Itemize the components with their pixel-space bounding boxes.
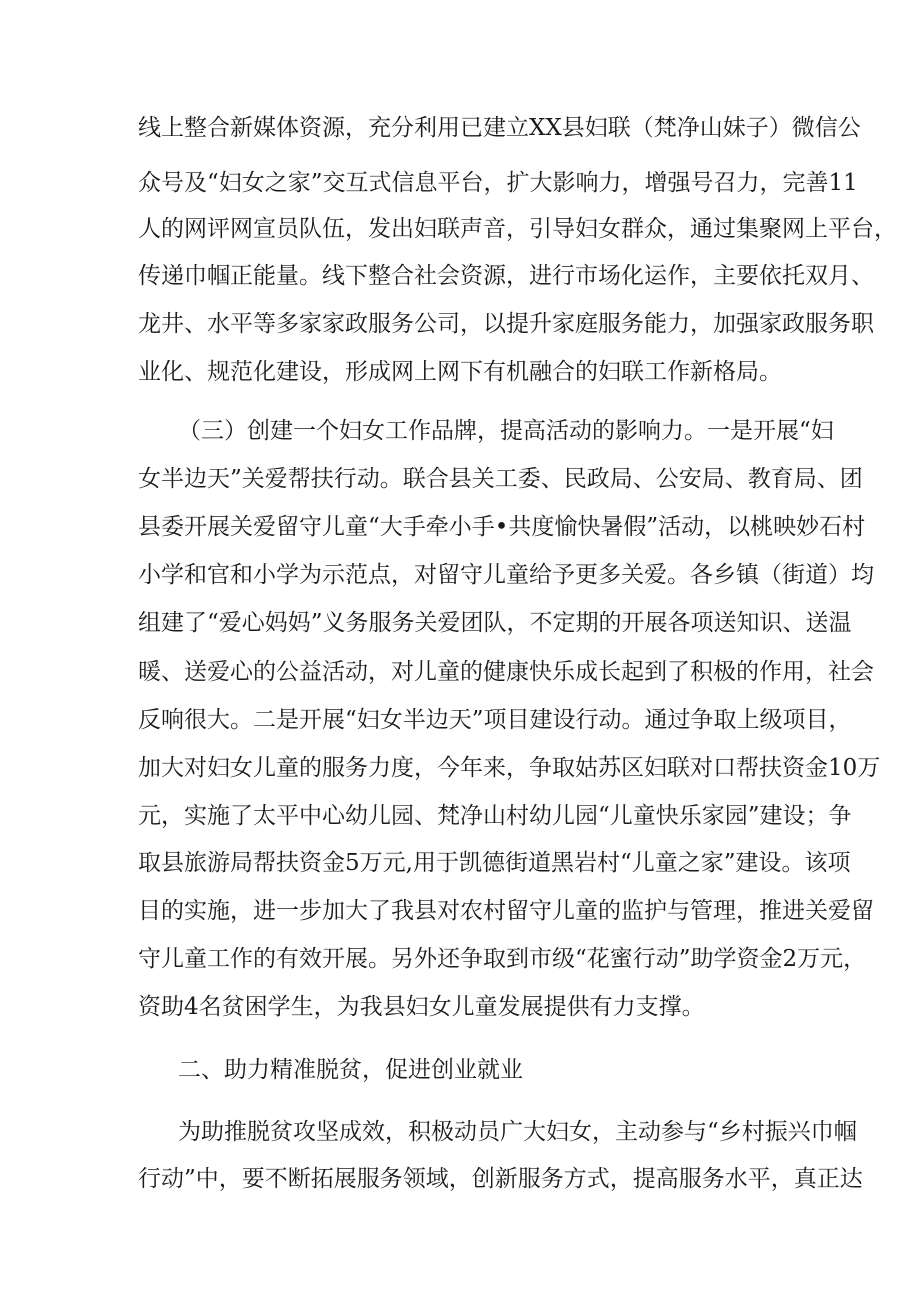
text-line: 资助4名贫困学生，为我县妇女儿童发展提供有力支撑。 — [138, 994, 705, 1020]
text-line: 组建了“爱心妈妈”义务服务关爱团队，不定期的开展各项送知识、送温 — [138, 610, 852, 636]
text-line: 暖、送爱心的公益活动，对儿童的健康快乐成长起到了积极的作用，社会 — [138, 659, 874, 685]
text-line: 人的网评网宣员队伍，发出妇联声音，引导妇女群众，通过集聚网上平台， — [138, 216, 897, 242]
section-heading: 二、助力精准脱贫，促进创业就业 — [178, 1057, 523, 1083]
text-line: 目的实施，进一步加大了我县对农村留守儿童的监护与管理，推进关爱留 — [138, 898, 874, 924]
text-line: 传递巾帼正能量。线下整合社会资源，进行市场化运作，主要依托双月、 — [138, 263, 874, 289]
text-line: 为助推脱贫攻坚成效，积极动员广大妇女，主动参与“乡村振兴巾帼 — [178, 1119, 857, 1145]
section-heading-line: （三）创建一个妇女工作品牌，提高活动的影响力。一是开展“妇 — [178, 418, 834, 444]
text-line: 小学和官和小学为示范点，对留守儿童给予更多关爱。各乡镇（街道）均 — [138, 562, 874, 588]
text-line: 龙井、水平等多家家政服务公司，以提升家庭服务能力，加强家政服务职 — [138, 311, 874, 337]
text-line: 加大对妇女儿童的服务力度，今年来，争取姑苏区妇联对口帮扶资金10万 — [138, 755, 881, 781]
text-line: 业化、规范化建设，形成网上网下有机融合的妇联工作新格局。 — [138, 359, 782, 385]
text-line: 行动”中，要不断拓展服务领域，创新服务方式，提高服务水平，真正达 — [138, 1166, 863, 1192]
text-line: 众号及“妇女之家”交互式信息平台，扩大影响力，增强号召力，完善11 — [138, 170, 858, 196]
text-line: 取县旅游局帮扶资金5万元,用于凯德街道黑岩村“儿童之家”建设。该项 — [138, 850, 851, 876]
text-line: 元，实施了太平中心幼儿园、梵净山村幼儿园“儿童快乐家园”建设；争 — [138, 803, 852, 829]
text-line: 县委开展关爱留守儿童“大手牵小手•共度愉快暑假”活动，以桃映妙石村 — [138, 514, 866, 540]
text-line: 线上整合新媒体资源，充分利用已建立XX县妇联（梵净山妹子）微信公 — [138, 115, 861, 141]
text-line: 女半边天”关爱帮扶行动。联合县关工委、民政局、公安局、教育局、团 — [138, 466, 863, 492]
text-line: 守儿童工作的有效开展。另外还争取到市级“花蜜行动”助学资金2万元， — [138, 946, 867, 972]
text-line: 反响很大。二是开展“妇女半边天”项目建设行动。通过争取上级项目， — [138, 707, 852, 733]
